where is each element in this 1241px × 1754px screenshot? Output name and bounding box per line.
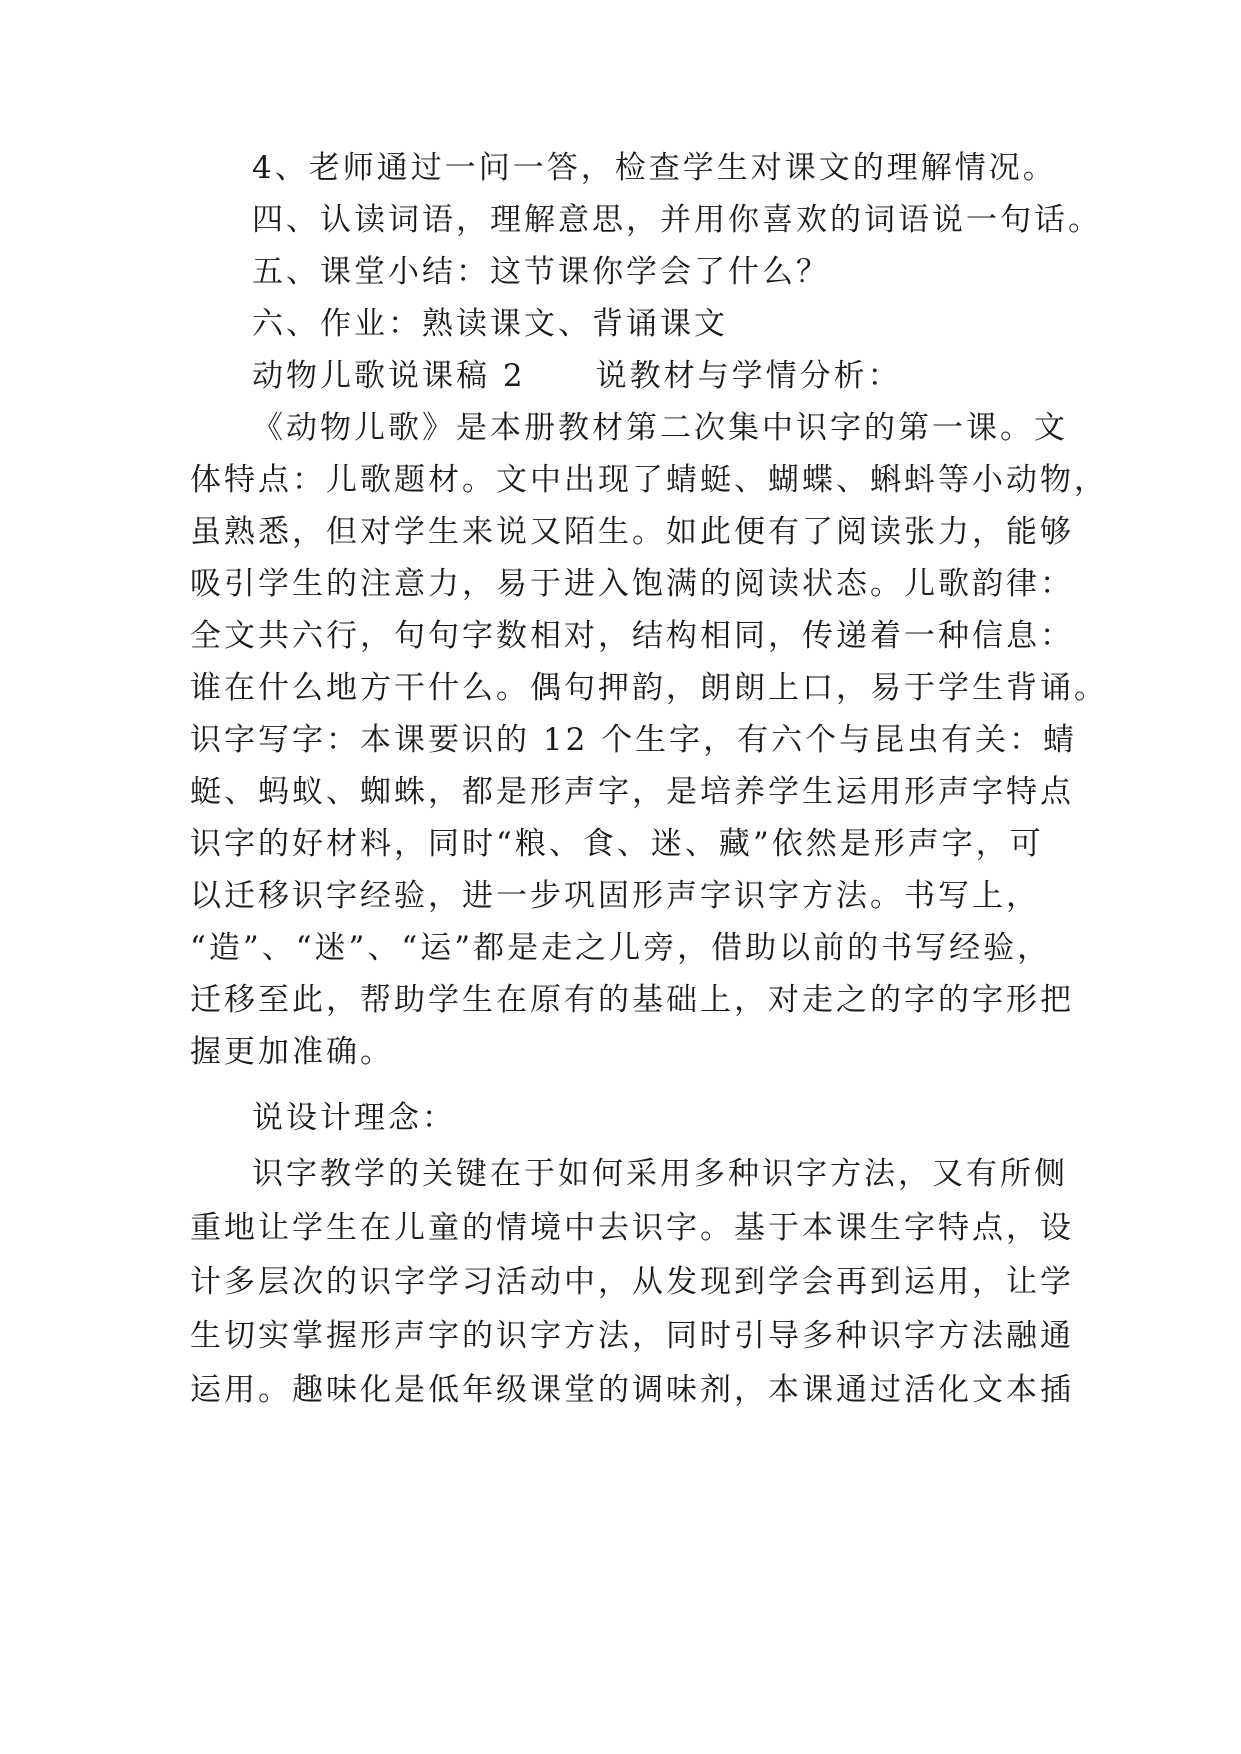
text-line: 握更加准确。 [190,1034,394,1070]
text-line: 蜓、蚂蚁、蜘蛛，都是形声字，是培养学生运用形声字特点 [190,774,1074,810]
text-line: 五、课堂小结：这节课你学会了什么？ [252,254,830,290]
text-line: 4、老师通过一问一答，检查学生对课文的理解情况。 [252,150,1057,186]
text-line: 识字的好材料，同时“粮、食、迷、藏”依然是形声字，可 [190,826,1044,862]
section-heading-line [252,348,1132,404]
text-line: 计多层次的识字学习活动中，从发现到学会再到运用，让学 [190,1264,1074,1300]
section-heading: 说设计理念： [252,1100,456,1136]
text-line: 生切实掌握形声字的识字方法，同时引导多种识字方法融通 [190,1318,1074,1354]
text-line: 以迁移识字经验，进一步巩固形声字识字方法。书写上， [190,878,1040,914]
text-line: 体特点：儿歌题材。文中出现了蜻蜓、蝴蝶、蝌蚪等小动物， [190,462,1108,498]
text-line: 吸引学生的注意力，易于进入饱满的阅读状态。儿歌韵律： [190,566,1074,602]
text-line: 虽熟悉，但对学生来说又陌生。如此便有了阅读张力，能够 [190,514,1074,550]
text-line: 迁移至此，帮助学生在原有的基础上，对走之的字的字形把 [190,982,1074,1018]
text-line: “造”、“迷”、“运”都是走之儿旁，借助以前的书写经验， [190,930,1052,966]
text-line: 六、作业：熟读课文、背诵课文 [252,306,728,342]
text-line: 识字写字：本课要识的 12 个生字，有六个与昆虫有关：蜻 [190,722,1078,758]
heading-subtitle: 说教材与学情分析： [595,358,902,394]
text-line: 《动物儿歌》是本册教材第二次集中识字的第一课。文 [252,410,1068,446]
text-line: 四、认读词语，理解意思，并用你喜欢的词语说一句话。 [252,202,1102,238]
text-line: 重地让学生在儿童的情境中去识字。基于本课生字特点，设 [190,1210,1074,1246]
text-line: 运用。趣味化是低年级课堂的调味剂，本课通过活化文本插 [190,1372,1074,1408]
heading-title: 动物儿歌说课稿 2 [252,358,526,394]
text-line: 识字教学的关键在于如何采用多种识字方法，又有所侧 [252,1156,1068,1192]
text-line: 全文共六行，句句字数相对，结构相同，传递着一种信息： [190,618,1074,654]
text-line: 谁在什么地方干什么。偶句押韵，朗朗上口，易于学生背诵。 [190,670,1108,706]
